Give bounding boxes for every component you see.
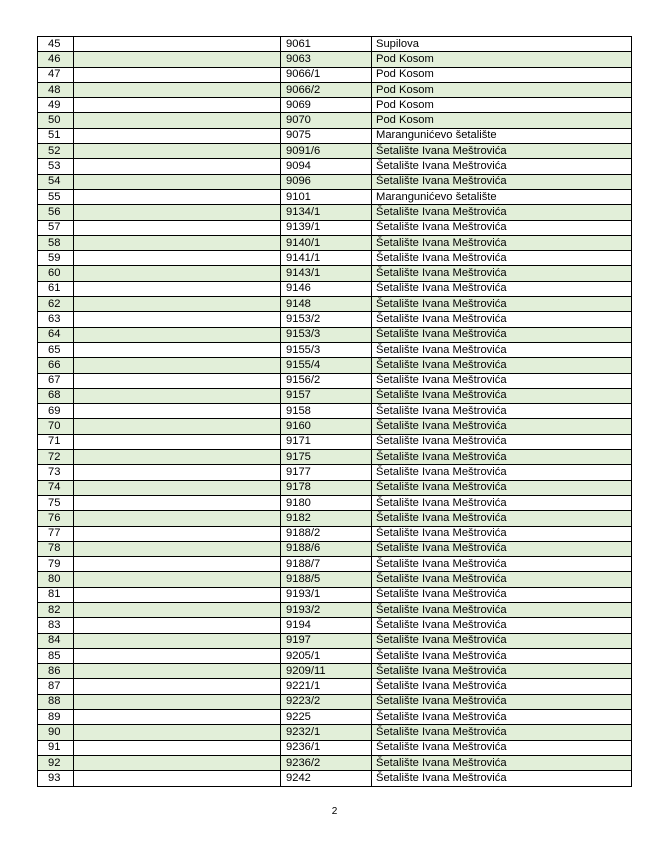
plot-number-cell: 9205/1 [281, 648, 372, 663]
table-row [38, 755, 632, 770]
plot-number-cell: 9155/3 [281, 342, 372, 357]
table-row [38, 450, 632, 465]
plot-number-cell: 9193/2 [281, 602, 372, 617]
table-row [38, 587, 632, 602]
row-number-cell: 71 [38, 434, 74, 449]
table-row [38, 618, 632, 633]
plot-number-cell: 9193/1 [281, 587, 372, 602]
row-number-cell: 88 [38, 694, 74, 709]
row-number-cell: 85 [38, 648, 74, 663]
blank-cell [74, 694, 281, 709]
table-row [38, 82, 632, 97]
plot-number-cell: 9063 [281, 52, 372, 67]
blank-cell [74, 82, 281, 97]
blank-cell [74, 740, 281, 755]
blank-cell [74, 755, 281, 770]
street-cell: Šetalište Ivana Meštrovića [372, 159, 632, 174]
table-row [38, 67, 632, 82]
plot-number-cell: 9075 [281, 128, 372, 143]
blank-cell [74, 664, 281, 679]
row-number-cell: 86 [38, 664, 74, 679]
table-row [38, 664, 632, 679]
street-cell: Šetalište Ivana Meštrovića [372, 710, 632, 725]
plot-number-cell: 9158 [281, 404, 372, 419]
street-cell: Šetalište Ivana Meštrovića [372, 434, 632, 449]
table-row [38, 144, 632, 159]
table-row [38, 541, 632, 556]
row-number-cell: 56 [38, 205, 74, 220]
blank-cell [74, 205, 281, 220]
plot-number-cell: 9221/1 [281, 679, 372, 694]
blank-cell [74, 404, 281, 419]
street-cell: Šetalište Ivana Meštrovića [372, 495, 632, 510]
blank-cell [74, 266, 281, 281]
blank-cell [74, 526, 281, 541]
street-cell: Marangunićevo šetalište [372, 189, 632, 204]
row-number-cell: 89 [38, 710, 74, 725]
plot-number-cell: 9066/1 [281, 67, 372, 82]
blank-cell [74, 587, 281, 602]
plot-number-cell: 9242 [281, 771, 372, 786]
row-number-cell: 72 [38, 450, 74, 465]
plot-number-cell: 9175 [281, 450, 372, 465]
street-cell: Šetalište Ivana Meštrovića [372, 205, 632, 220]
blank-cell [74, 220, 281, 235]
row-number-cell: 62 [38, 297, 74, 312]
street-cell: Šetalište Ivana Meštrovića [372, 740, 632, 755]
street-cell: Pod Kosom [372, 67, 632, 82]
table-row [38, 710, 632, 725]
blank-cell [74, 557, 281, 572]
street-cell: Šetalište Ivana Meštrovića [372, 587, 632, 602]
row-number-cell: 78 [38, 541, 74, 556]
row-number-cell: 63 [38, 312, 74, 327]
plot-number-cell: 9177 [281, 465, 372, 480]
row-number-cell: 92 [38, 755, 74, 770]
blank-cell [74, 189, 281, 204]
row-number-cell: 47 [38, 67, 74, 82]
street-cell: Šetalište Ivana Meštrovića [372, 404, 632, 419]
plots-table [37, 36, 632, 787]
street-cell: Šetalište Ivana Meštrovića [372, 327, 632, 342]
row-number-cell: 57 [38, 220, 74, 235]
blank-cell [74, 128, 281, 143]
street-cell: Šetalište Ivana Meštrovića [372, 297, 632, 312]
blank-cell [74, 159, 281, 174]
row-number-cell: 74 [38, 480, 74, 495]
street-cell: Šetalište Ivana Meštrovića [372, 572, 632, 587]
blank-cell [74, 450, 281, 465]
street-cell: Marangunićevo šetalište [372, 128, 632, 143]
page-number: 2 [331, 806, 338, 817]
row-number-cell: 45 [38, 37, 74, 52]
row-number-cell: 80 [38, 572, 74, 587]
table-row [38, 52, 632, 67]
blank-cell [74, 771, 281, 786]
plot-number-cell: 9141/1 [281, 251, 372, 266]
table-row [38, 174, 632, 189]
plot-number-cell: 9101 [281, 189, 372, 204]
row-number-cell: 90 [38, 725, 74, 740]
table-row [38, 37, 632, 52]
table-row [38, 648, 632, 663]
blank-cell [74, 541, 281, 556]
row-number-cell: 54 [38, 174, 74, 189]
blank-cell [74, 465, 281, 480]
row-number-cell: 87 [38, 679, 74, 694]
plot-number-cell: 9236/2 [281, 755, 372, 770]
plot-number-cell: 9188/5 [281, 572, 372, 587]
table-row [38, 327, 632, 342]
plot-number-cell: 9148 [281, 297, 372, 312]
table-row [38, 189, 632, 204]
table-row [38, 373, 632, 388]
plot-number-cell: 9061 [281, 37, 372, 52]
plot-number-cell: 9171 [281, 434, 372, 449]
blank-cell [74, 281, 281, 296]
plot-number-cell: 9236/1 [281, 740, 372, 755]
row-number-cell: 67 [38, 373, 74, 388]
table-row [38, 572, 632, 587]
table-row [38, 205, 632, 220]
table-row [38, 404, 632, 419]
street-cell: Šetalište Ivana Meštrovića [372, 725, 632, 740]
table-row [38, 602, 632, 617]
street-cell: Šetalište Ivana Meštrovića [372, 694, 632, 709]
row-number-cell: 82 [38, 602, 74, 617]
street-cell: Šetalište Ivana Meštrovića [372, 450, 632, 465]
table-row [38, 511, 632, 526]
table-row [38, 113, 632, 128]
row-number-cell: 68 [38, 388, 74, 403]
blank-cell [74, 710, 281, 725]
street-cell: Šetalište Ivana Meštrovića [372, 648, 632, 663]
street-cell: Pod Kosom [372, 52, 632, 67]
blank-cell [74, 327, 281, 342]
street-cell: Šetalište Ivana Meštrovića [372, 419, 632, 434]
table-row [38, 526, 632, 541]
plot-number-cell: 9188/7 [281, 557, 372, 572]
plot-number-cell: 9066/2 [281, 82, 372, 97]
plot-number-cell: 9070 [281, 113, 372, 128]
table-row [38, 266, 632, 281]
row-number-cell: 76 [38, 511, 74, 526]
table-row [38, 297, 632, 312]
row-number-cell: 93 [38, 771, 74, 786]
row-number-cell: 59 [38, 251, 74, 266]
row-number-cell: 65 [38, 342, 74, 357]
plot-number-cell: 9209/11 [281, 664, 372, 679]
row-number-cell: 52 [38, 144, 74, 159]
row-number-cell: 50 [38, 113, 74, 128]
blank-cell [74, 37, 281, 52]
row-number-cell: 53 [38, 159, 74, 174]
plot-number-cell: 9194 [281, 618, 372, 633]
blank-cell [74, 174, 281, 189]
blank-cell [74, 495, 281, 510]
table-row [38, 725, 632, 740]
street-cell: Šetalište Ivana Meštrovića [372, 618, 632, 633]
row-number-cell: 83 [38, 618, 74, 633]
plot-number-cell: 9094 [281, 159, 372, 174]
plot-number-cell: 9178 [281, 480, 372, 495]
street-cell: Šetalište Ivana Meštrovića [372, 526, 632, 541]
plot-number-cell: 9153/3 [281, 327, 372, 342]
table-row [38, 434, 632, 449]
table-row [38, 557, 632, 572]
row-number-cell: 75 [38, 495, 74, 510]
street-cell: Šetalište Ivana Meštrovića [372, 633, 632, 648]
blank-cell [74, 419, 281, 434]
plot-number-cell: 9155/4 [281, 358, 372, 373]
blank-cell [74, 434, 281, 449]
table-row [38, 694, 632, 709]
row-number-cell: 48 [38, 82, 74, 97]
street-cell: Pod Kosom [372, 113, 632, 128]
row-number-cell: 77 [38, 526, 74, 541]
blank-cell [74, 235, 281, 250]
table-row [38, 281, 632, 296]
street-cell: Pod Kosom [372, 82, 632, 97]
blank-cell [74, 679, 281, 694]
table-row [38, 388, 632, 403]
street-cell: Šetalište Ivana Meštrovića [372, 664, 632, 679]
street-cell: Šetalište Ivana Meštrovića [372, 602, 632, 617]
blank-cell [74, 113, 281, 128]
plots-table-body [38, 37, 632, 787]
row-number-cell: 61 [38, 281, 74, 296]
plot-number-cell: 9182 [281, 511, 372, 526]
street-cell: Šetalište Ivana Meštrovića [372, 358, 632, 373]
row-number-cell: 70 [38, 419, 74, 434]
row-number-cell: 46 [38, 52, 74, 67]
row-number-cell: 66 [38, 358, 74, 373]
row-number-cell: 64 [38, 327, 74, 342]
plot-number-cell: 9197 [281, 633, 372, 648]
blank-cell [74, 388, 281, 403]
blank-cell [74, 725, 281, 740]
street-cell: Šetalište Ivana Meštrovića [372, 388, 632, 403]
street-cell: Pod Kosom [372, 98, 632, 113]
table-row [38, 220, 632, 235]
table-row [38, 633, 632, 648]
row-number-cell: 60 [38, 266, 74, 281]
row-number-cell: 49 [38, 98, 74, 113]
plot-number-cell: 9223/2 [281, 694, 372, 709]
street-cell: Šetalište Ivana Meštrovića [372, 312, 632, 327]
plot-number-cell: 9225 [281, 710, 372, 725]
street-cell: Šetalište Ivana Meštrovića [372, 557, 632, 572]
plot-number-cell: 9188/6 [281, 541, 372, 556]
row-number-cell: 73 [38, 465, 74, 480]
blank-cell [74, 602, 281, 617]
street-cell: Šetalište Ivana Meštrovića [372, 251, 632, 266]
blank-cell [74, 648, 281, 663]
blank-cell [74, 52, 281, 67]
street-cell: Šetalište Ivana Meštrovića [372, 342, 632, 357]
street-cell: Šetalište Ivana Meštrovića [372, 679, 632, 694]
blank-cell [74, 342, 281, 357]
row-number-cell: 79 [38, 557, 74, 572]
plot-number-cell: 9232/1 [281, 725, 372, 740]
row-number-cell: 51 [38, 128, 74, 143]
table-row [38, 128, 632, 143]
table-row [38, 235, 632, 250]
street-cell: Šetalište Ivana Meštrovića [372, 266, 632, 281]
table-row [38, 251, 632, 266]
blank-cell [74, 572, 281, 587]
blank-cell [74, 373, 281, 388]
table-row [38, 740, 632, 755]
street-cell: Šetalište Ivana Meštrovića [372, 220, 632, 235]
blank-cell [74, 98, 281, 113]
blank-cell [74, 633, 281, 648]
blank-cell [74, 312, 281, 327]
street-cell: Šetalište Ivana Meštrovića [372, 541, 632, 556]
blank-cell [74, 511, 281, 526]
plot-number-cell: 9146 [281, 281, 372, 296]
blank-cell [74, 251, 281, 266]
plot-number-cell: 9140/1 [281, 235, 372, 250]
street-cell: Šetalište Ivana Meštrovića [372, 174, 632, 189]
street-cell: Šetalište Ivana Meštrovića [372, 511, 632, 526]
table-row [38, 358, 632, 373]
table-row [38, 342, 632, 357]
plot-number-cell: 9156/2 [281, 373, 372, 388]
plot-number-cell: 9180 [281, 495, 372, 510]
blank-cell [74, 67, 281, 82]
table-row [38, 98, 632, 113]
table-row [38, 495, 632, 510]
table-row [38, 312, 632, 327]
plot-number-cell: 9091/6 [281, 144, 372, 159]
table-row [38, 771, 632, 786]
street-cell: Šetalište Ivana Meštrovića [372, 235, 632, 250]
row-number-cell: 81 [38, 587, 74, 602]
table-row [38, 159, 632, 174]
plot-number-cell: 9153/2 [281, 312, 372, 327]
blank-cell [74, 144, 281, 159]
street-cell: Šetalište Ivana Meštrovića [372, 281, 632, 296]
street-cell: Šetalište Ivana Meštrovića [372, 755, 632, 770]
blank-cell [74, 480, 281, 495]
blank-cell [74, 358, 281, 373]
row-number-cell: 84 [38, 633, 74, 648]
street-cell: Šetalište Ivana Meštrovića [372, 771, 632, 786]
plot-number-cell: 9188/2 [281, 526, 372, 541]
plot-number-cell: 9143/1 [281, 266, 372, 281]
table-row [38, 465, 632, 480]
street-cell: Supilova [372, 37, 632, 52]
plot-number-cell: 9139/1 [281, 220, 372, 235]
plot-number-cell: 9157 [281, 388, 372, 403]
plot-number-cell: 9160 [281, 419, 372, 434]
street-cell: Šetalište Ivana Meštrovića [372, 144, 632, 159]
plot-number-cell: 9134/1 [281, 205, 372, 220]
plot-number-cell: 9096 [281, 174, 372, 189]
table-row [38, 480, 632, 495]
row-number-cell: 58 [38, 235, 74, 250]
table-row [38, 419, 632, 434]
street-cell: Šetalište Ivana Meštrovića [372, 465, 632, 480]
row-number-cell: 91 [38, 740, 74, 755]
row-number-cell: 69 [38, 404, 74, 419]
plot-number-cell: 9069 [281, 98, 372, 113]
street-cell: Šetalište Ivana Meštrovića [372, 480, 632, 495]
street-cell: Šetalište Ivana Meštrovića [372, 373, 632, 388]
blank-cell [74, 297, 281, 312]
blank-cell [74, 618, 281, 633]
table-row [38, 679, 632, 694]
row-number-cell: 55 [38, 189, 74, 204]
